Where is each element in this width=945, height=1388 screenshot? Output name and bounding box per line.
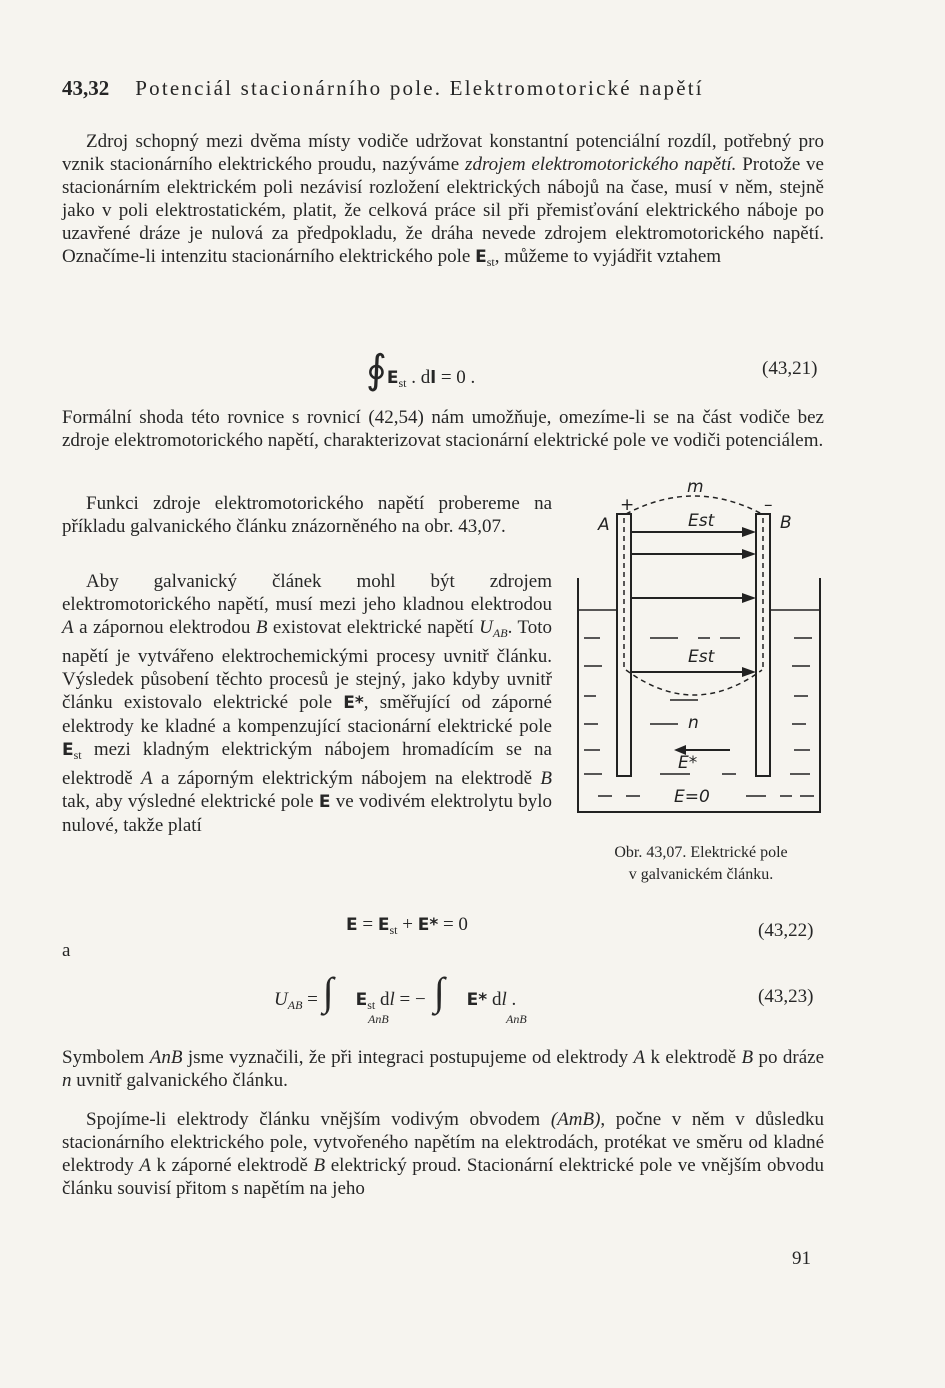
label-E-zero: E=0 (674, 787, 710, 807)
text-run: Zdroj schopný mezi dvěma místy vodiče udržovat konstantní potenciální rozdíl, potřebný pro vznik stacionárního elektrického proudu, nazýváme (62, 131, 824, 175)
text-run: existovat elektrické napětí (267, 617, 480, 638)
text-run: elektrický proud. Stacionární elektrické pole ve vnějším obvodu článku souvisí přitom s napětím na jeho (62, 1155, 824, 1199)
text-run: = − (394, 989, 426, 1010)
text-run: Aby galvanický článek mohl být zdrojem elektromotorického napětí, musí mezi jeho kladnou elektrodou (62, 571, 552, 615)
integral-sign: ∫ (322, 969, 334, 1014)
label-n: n (688, 713, 699, 733)
text-run: . Toto napětí je vytvářeno elektrochemickými procesy uvnitř článku. Výsledek působení těchto procesů je stejný, jako kdyby uvnitř článku existovalo elektrické pole (62, 617, 552, 713)
symbol-A: A (141, 768, 153, 789)
symbol-l: l (389, 989, 395, 1010)
symbol-A: A (633, 1047, 646, 1068)
label-plus: + (620, 495, 635, 515)
label-A: A (598, 515, 610, 535)
subscript: AB (492, 626, 508, 640)
text-run: k záporné elektrodě (150, 1155, 314, 1176)
subscript: st (73, 748, 82, 762)
page-number: 91 (792, 1248, 811, 1269)
text-run: ve vodivém elektrolytu bylo nulové, takže platí (62, 791, 552, 836)
text-run: Spojíme-li elektrody článku vnějším vodivým obvodem (86, 1109, 551, 1130)
paragraph-1 (62, 130, 824, 274)
symbol-l: l (430, 368, 437, 388)
symbol-AnB: AnB (149, 1047, 183, 1068)
text-run: uvnitř galvanického článku. (71, 1070, 288, 1091)
text-run: k elektrodě (645, 1047, 742, 1068)
text-run: , směřující od záporné elektrody ke kladné a kompenzující stacionární elektrické pole (62, 692, 552, 737)
equation-number: (43,22) (758, 920, 814, 941)
symbol-B: B (313, 1155, 326, 1176)
integral-limit: AnB (368, 1012, 389, 1026)
paragraph-4 (62, 570, 552, 837)
symbol-E-star: E* (343, 693, 364, 713)
section-number: 43,32 (62, 76, 110, 100)
label-B: B (780, 513, 792, 533)
text-run: a záporným elektrickým nábojem na elektrodě (152, 768, 541, 789)
integral-sign: ∫ (433, 969, 445, 1014)
text-run: , počne v něm v důsledku stacionárního elektrického pole, vytvořeného napětím na elektrodách, protékat ve směru od kladné elektrody (62, 1109, 824, 1176)
symbol-U: U (274, 989, 288, 1010)
text-run: = 0 (438, 914, 468, 935)
text-run: = (357, 914, 378, 935)
galvanic-cell-figure (570, 470, 830, 830)
caption-line: v galvanickém článku. (628, 866, 774, 883)
subscript: st (367, 998, 376, 1012)
subscript: st (398, 376, 407, 390)
equation-number: (43,23) (758, 986, 814, 1007)
text-run: Symbolem (62, 1047, 150, 1068)
symbol-E: E (318, 792, 331, 812)
symbol-n: n (62, 1070, 72, 1091)
integral-limit: AnB (506, 1012, 527, 1026)
symbol-B: B (741, 1047, 754, 1068)
figure-caption (568, 842, 834, 886)
symbol-A: A (139, 1155, 151, 1176)
text-run: tak, aby výsledné elektrické pole (62, 791, 319, 812)
subscript: AB (287, 998, 303, 1012)
equation-number: (43,21) (762, 358, 818, 379)
section-title: Potenciál stacionárního pole. Elektromotorické napětí (135, 76, 704, 100)
subscript: st (389, 923, 398, 937)
label-m: m (687, 477, 704, 497)
symbol-E: E (386, 368, 399, 388)
symbol-E: E (355, 990, 368, 1010)
label-Est-mid: Est (688, 647, 715, 667)
symbol-E: E (377, 915, 390, 935)
equation-43-22 (346, 914, 468, 938)
symbol-B: B (540, 768, 552, 789)
text-run: d (487, 989, 502, 1010)
symbol-l: l (501, 989, 507, 1010)
contour-integral-sign: ∮ (366, 347, 387, 392)
equation-43-21 (366, 347, 476, 392)
text-run: po dráze (753, 1047, 824, 1068)
text-run: + (397, 914, 418, 935)
label-E-star: E* (678, 753, 698, 773)
symbol-E: E (475, 247, 487, 267)
section-heading (62, 76, 704, 101)
symbol-E: E (62, 740, 74, 760)
text-run: jsme vyznačili, že při integraci postupujeme od elektrody (182, 1047, 634, 1068)
caption-line: Obr. 43,07. Elektrické pole (614, 844, 788, 861)
symbol-U: U (479, 617, 493, 638)
text-run: d (375, 989, 390, 1010)
symbol-B: B (255, 617, 268, 638)
symbol-AmB: (AmB) (550, 1109, 601, 1130)
text-run: mezi kladným elektrickým nábojem hromadícím se na elektrodě (62, 739, 552, 789)
paragraph-5 (62, 1046, 824, 1092)
paragraph-3 (62, 492, 552, 538)
subscript: st (486, 255, 495, 269)
symbol-E-star: E* (466, 990, 488, 1010)
text-run: . (506, 989, 517, 1010)
symbol-A: A (62, 617, 74, 638)
text-run: , můžeme to vyjádřit vztahem (494, 246, 722, 267)
text-run: = 0 . (436, 367, 476, 388)
paragraph-2 (62, 406, 824, 452)
text-run: Protože ve stacionárním elektrickém poli nezávisí rozložení elektrických nábojů na čase, musí v něm, stejně jako v poli elektrostatickém, platit, že celková práce sil při přemisťování elektrického náboje po uzavřené dráze je nulová za předpokladu, že dráha nevede zdrojem elektromotorického napětí. Označíme-li intenzitu stacionárního elektrického pole (62, 154, 824, 267)
label-minus: – (764, 495, 773, 515)
text-run: Funkci zdroje elektromotorického napětí probereme na příkladu galvanického článku znázorněného na obr. 43,07. (62, 493, 552, 537)
path-n (626, 670, 762, 695)
text-run: . d (406, 367, 431, 388)
text-run: a zápornou elektrodou (73, 617, 256, 638)
label-Est-top: Est (688, 511, 715, 531)
symbol-E: E (346, 915, 358, 935)
emphasis-text: zdrojem elektromotorického napětí. (465, 154, 737, 175)
symbol-E-star: E* (417, 915, 439, 935)
conjunction: a (62, 940, 71, 961)
text-run: = (302, 989, 323, 1010)
text-run: Formální shoda této rovnice s rovnicí (42,54) nám umožňuje, omezíme-li se na část vodiče bez zdroje elektromotorického napětí, charakterizovat stacionární elektrické pole ve vodiči potenciálem. (62, 407, 824, 451)
container-outline (578, 578, 820, 812)
paragraph-6 (62, 1108, 824, 1200)
